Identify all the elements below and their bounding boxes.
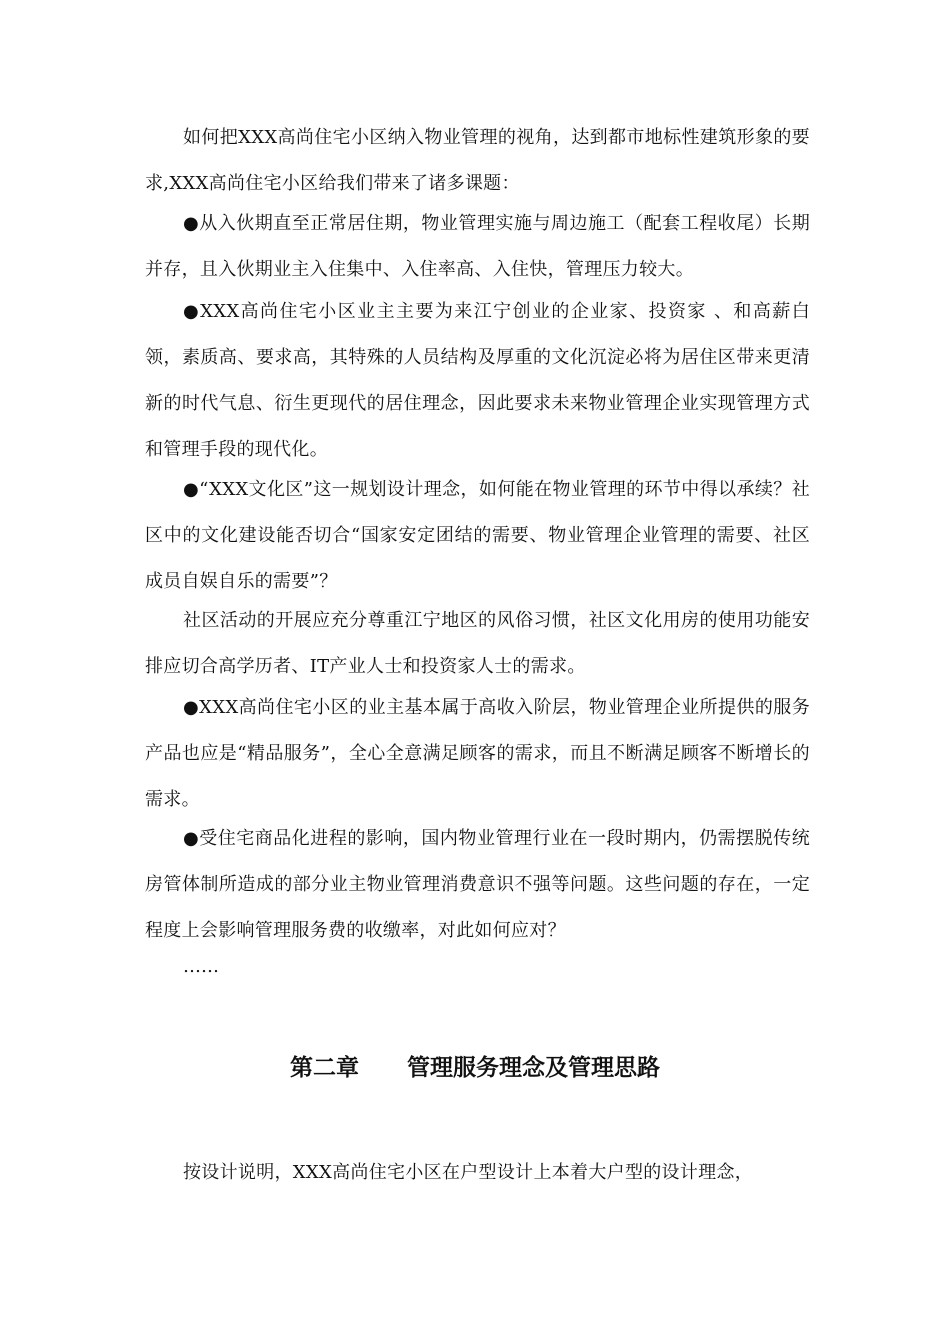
paragraph-community-activities: 社区活动的开展应充分尊重江宁地区的风俗习惯，社区文化用房的使用功能安排应切合高学历者、IT产业人士和投资家人士的需求。: [145, 610, 810, 677]
paragraph-bullet-culture: ●“XXX文化区”这一规划设计理念，如何能在物业管理的环节中得以承续？社区中的文化建设能否切合“国家安定团结的需要、物业管理企业管理的需要、社区成员自娱自乐的需要”？: [145, 479, 810, 592]
chapter-title: 管理服务理念及管理思路: [407, 1055, 660, 1081]
ellipsis: ……: [183, 956, 219, 977]
paragraph-bullet-move-in: ●从入伙期直至正常居住期，物业管理实施与周边施工（配套工程收尾）长期并存，且入伙期业主入住集中、入住率高、入住快，管理压力较大。: [145, 213, 810, 280]
paragraph-bullet-market: ●受住宅商品化进程的影响，国内物业管理行业在一段时期内，仍需摆脱传统房管体制所造成的部分业主物业管理消费意识不强等问题。这些问题的存在，一定程度上会影响管理服务费的收缴率，对此如何应对？: [145, 828, 810, 941]
paragraph-bullet-service: ●XXX高尚住宅小区的业主基本属于高收入阶层，物业管理企业所提供的服务产品也应是“精品服务”，全心全意满足顾客的需求，而且不断满足顾客不断增长的需求。: [145, 697, 810, 810]
chapter-number: 第二章: [290, 1055, 359, 1081]
chapter-heading: [0, 1045, 950, 1091]
paragraph-intro: 如何把XXX高尚住宅小区纳入物业管理的视角，达到都市地标性建筑形象的要求,XXX高尚住宅小区给我们带来了诸多课题：: [145, 127, 810, 194]
paragraph-bullet-owners: ●XXX高尚住宅小区业主主要为来江宁创业的企业家、投资家 、和高薪白领，素质高、要求高，其特殊的人员结构及厚重的文化沉淀必将为居住区带来更清新的时代气息、衍生更现代的居住理念，因此要求未来物业管理企业实现管理方式和管理手段的现代化。: [145, 301, 810, 460]
paragraph-closing: 按设计说明，XXX高尚住宅小区在户型设计上本着大户型的设计理念，: [183, 1162, 754, 1183]
